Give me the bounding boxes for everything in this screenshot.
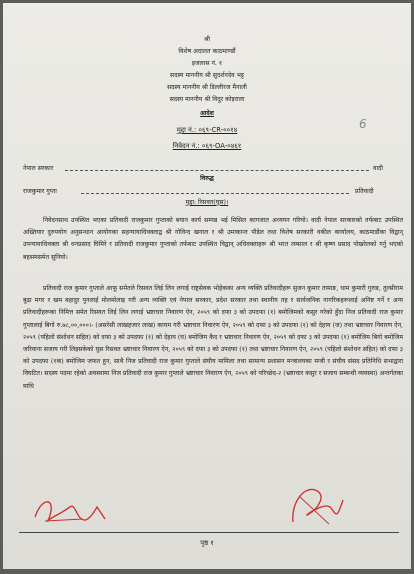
footer-rule [19, 532, 399, 533]
plaintiff-name: नेपाल सरकार [23, 165, 54, 172]
signature-right [285, 478, 347, 530]
document-page [3, 3, 411, 569]
versus-label: विरुद्ध [200, 175, 214, 182]
paragraph-2: प्रतिवादी राज कुमार गुप्ताले आफू समेतले रिसवत लिई लिन लगाई राष्ट्रसेवक भोहेकका अन्य व्यक्ति प्रतिवादीहरू सुजन कुमार तामाङ, धाम कुमारी गुरुङ, तुल्सीराम बुढा मगर र खम बहादुर पुनलाई मोलमोलाइ गरी अन्य व्यक्ति एवं नेपाल सरकार, प्रदेश सरकार तथा स्थानीय तह र सार्वजनिक नागरिकहरूलाई अनिष्ट गर्ने र अन्य प्रतिवादीहरूका निमित्त समेत रिसवत लिई लिन लगाई भ्रष्टाचार निवारण ऐन, २०५९ को दफा ३ को उपदफा (१) बमोजिमको कसुर गरेको हुँदा निज प्रतिवादी राज कुमार गुप्तालाई बिगो रु.७८,००,०००।- (असरेसी लाखहजार लाख) कायम गरी भ्रष्टाचार निवारण ऐन, २०५९ को दफा ३ को उपदफा (१) को देहाय (ज) तथा भ्रष्टाचार निवारण ऐन, २०५९ (पहिलो संशोधन सहित) को दफा ३ को उपदफा (१) को देहाय (घ) बमोजिम कैद र भ्रष्टाचार निवारण ऐन, २०५९ को दफा ३ को उपदफा (१) बमोजिम बिगो बमोजिम जरिवाना सजाय गरी लिइसकेको घुस रिसवत भ्रष्टाचार निवारण ऐन, २०५९ को दफा ३ को उपदफा (१) तथा भ्रष्टाचार निवारण ऐन, २०५९ (पहिलो संशोधन सहित) को दफा ३ को उपदफा (१क) बमोजिम जफत हुन, साथै निज प्रतिवादी राज कुमार गुप्ताले संघीय मामिला तथा सामान्य प्रशासन मन्त्रालयका मन्त्री र संघीय संसद प्रतिनिधि सभाद्वारा विघटित। सदस्य पदमा रहेको अवस्थामा निज प्रतिवादी राज कुमार गुप्ताले भ्रष्टाचार निवारण ऐन, २०५९ को परिच्छेद-२ (भ्रष्टाचार कसुर र सजाय सम्बन्धी व्यवस्था) अन्तर्गतका माथि [23, 285, 403, 390]
judge-3: सदस्य माननीय श्री विदुर कोइराला [169, 96, 245, 103]
judge-1: सदस्य माननीय श्री सुदर्शनदेव भट्ट [170, 72, 244, 79]
subject-line: मुद्दा: रिसवत(घुस)। [185, 199, 229, 206]
court-name: विशेष अदालत काठमाण्डौं [178, 48, 236, 55]
header-shree: श्री [204, 36, 210, 43]
signature-left [31, 493, 111, 527]
page-number: पृष्ठ १ [200, 539, 214, 547]
defendant-name: राजकुमार गुप्ता [23, 188, 57, 195]
plaintiff-dotted-line [65, 170, 369, 171]
plaintiff-role: वादी [373, 165, 383, 172]
pencil-mark: 6 [359, 117, 367, 131]
defendant-dotted-line [81, 193, 349, 194]
paragraph-1: निवेदनसाथ उपस्थित भएका प्रतिवादी राजकुमार गुप्ताको बयान कार्य सम्पन्न भई मिसिल कागजात अध्ययन गरियो। वादी नेपाल सरकारको तर्फबाट उपस्थित अख्तियार दुरुपयोग अनुसन्धान आयोगका सहन्यायाधिवक्ताद्व श्री गोविन्द खनाल र श्री उमाकान्त पौडेल तथा विशेष सरकारी वकील कार्यालय, काठमाडौंका विद्वान् उपन्यायाधिवक्ता श्री धनप्रसाद घिमिरे र प्रतिवादी राजकुमार गुप्ताको तर्फबाट उपस्थित विद्वान् अधिवक्ताहरू श्री भरत लम्साल र श्री कृष्ण प्रसाद पोखरेलको गर्नु भएको बहसमसमेत सुनियो। [23, 217, 403, 261]
case-number: मुद्दा नं.: ०६९-CR-००१४ [176, 126, 238, 134]
defendant-role: प्रतिवादी [355, 188, 374, 195]
judge-2: सदस्य माननीय श्री डिल्लीरज मैनाली [167, 84, 247, 91]
registration-number: निवेदन नं.: ०६९-OA-०४६१ [172, 142, 242, 150]
bench-number: इजलास नं. १ [191, 60, 223, 67]
order-title: आदेश [200, 110, 214, 117]
